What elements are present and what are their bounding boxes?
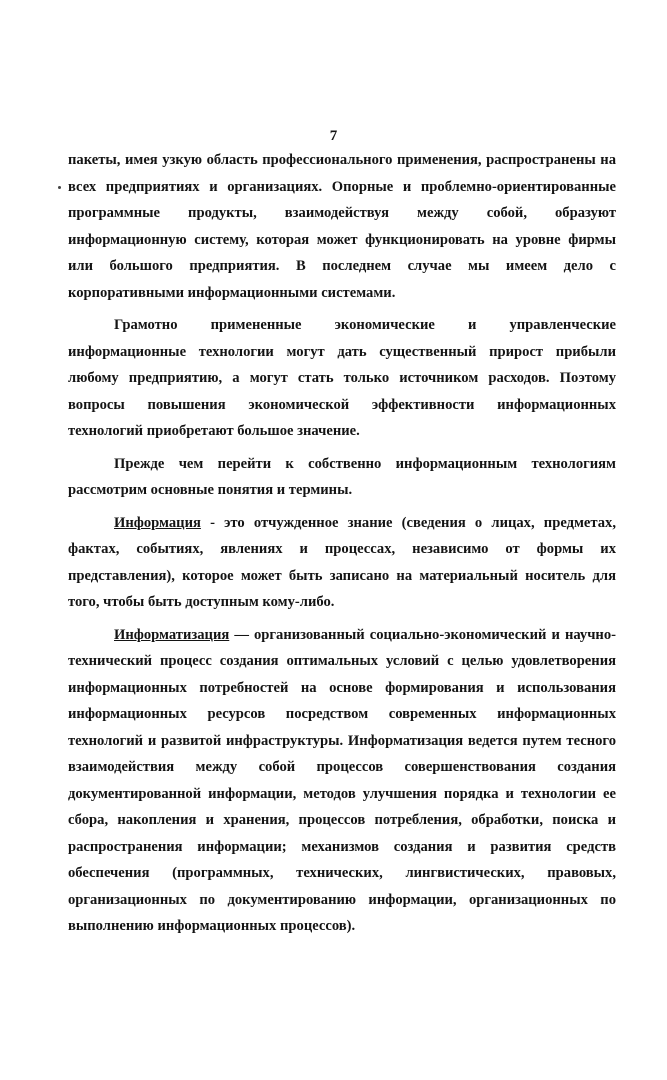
definition-text: — организованный социально-экономический и научно-технический процесс создания оптимальных условий с целью удовлетворения информационных потребностей на основе формирования и использования информационных ресурсов посредством современных информационных технологий и развитой инфраструктуры. Информатизация ведется путем тесного взаимодействия между собой процессов совершенствования создания документированной информации, методов улучшения порядка и технологии ее сбора, накопления и хранения, процессов потребления, обработки, поиска и распространения информации; механизмов создания и развития средств обеспечения (программных, технических, лингвистических, правовых, организационных по документированию информации, организационных по выполнению информационных процессов). xyxy=(68,626,616,934)
body-text xyxy=(68,147,616,946)
paragraph-text: пакеты, имея узкую область профессионального применения, распространены на всех предприятиях и организациях. Опорные и проблемно-ориентированные программные продукты, взаимодействуя между собой, образуют информационную систему, которая может функционировать на уровне фирмы или большого предприятия. В последнем случае мы имеем дело с корпоративными информационными системами. xyxy=(68,152,616,301)
paragraph-5-definition-informatization xyxy=(68,622,616,940)
paragraph-text: Грамотно примененные экономические и управленческие информационные технологии могут дать существенный прирост прибыли любому предприятию, а могут стать только источником расходов. Поэтому вопросы повышения экономической эффективности информационных технологий приобретают большое значение. xyxy=(68,317,616,439)
page-number: 7 xyxy=(329,128,338,144)
scan-speck xyxy=(58,186,61,189)
term-information: Информация xyxy=(114,514,201,531)
paragraph-4-definition-information xyxy=(68,510,616,616)
definition-text: - это отчужденное знание (сведения о лицах, предметах, фактах, событиях, явлениях и процессах, независимо от формы их представления), которое может быть записано на материальный носитель для того, чтобы быть доступным кому-либо. xyxy=(68,514,616,610)
term-informatization: Информатизация xyxy=(114,626,230,643)
paragraph-text: Прежде чем перейти к собственно информационным технологиям рассмотрим основные понятия и термины. xyxy=(68,455,616,498)
paragraph-2 xyxy=(68,312,616,445)
paragraph-1 xyxy=(68,147,616,306)
paragraph-3 xyxy=(68,451,616,504)
